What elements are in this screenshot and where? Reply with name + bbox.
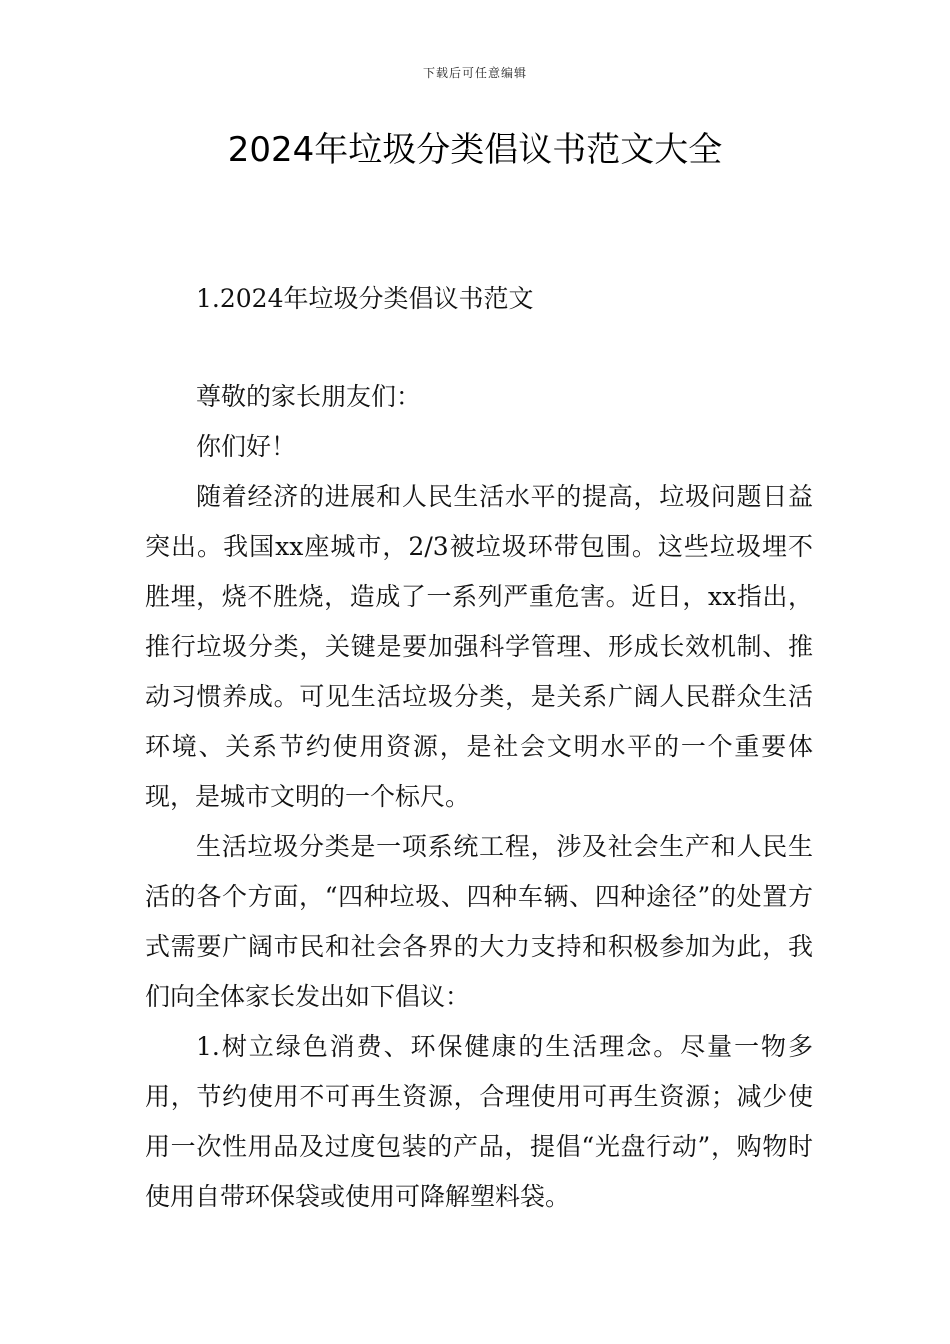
letter-body xyxy=(145,372,813,1222)
header-note: 下载后可任意编辑 xyxy=(422,66,527,80)
document-title: 2024年垃圾分类倡议书范文大全 xyxy=(227,130,723,170)
greeting: 你们好！ xyxy=(196,432,297,461)
salutation: 尊敬的家长朋友们： xyxy=(196,382,422,411)
body-paragraph: 1.树立绿色消费、环保健康的生活理念。尽量一物多用，节约使用不可再生资源，合理使用可再生资源；减少使用一次性用品及过度包装的产品，提倡“光盘行动”，购物时使用自带环保袋或使用可降解塑料袋。 xyxy=(145,1032,813,1211)
body-paragraph: 生活垃圾分类是一项系统工程，涉及社会生产和人民生活的各个方面，“四种垃圾、四种车辆、四种途径”的处置方式需要广阔市民和社会各界的大力支持和积极参加为此，我们向全体家长发出如下倡议： xyxy=(145,832,813,1011)
body-paragraph: 随着经济的进展和人民生活水平的提高，垃圾问题日益突出。我国xx座城市，2/3被垃圾环带包围。这些垃圾埋不胜埋，烧不胜烧，造成了一系列严重危害。近日，xx指出，推行垃圾分类，关键是要加强科学管理、形成长效机制、推动习惯养成。可见生活垃圾分类，是关系广阔人民群众生活环境、关系节约使用资源，是社会文明水平的一个重要体现，是城市文明的一个标尺。 xyxy=(145,482,813,811)
section-title: 1.2024年垃圾分类倡议书范文 xyxy=(196,284,534,313)
